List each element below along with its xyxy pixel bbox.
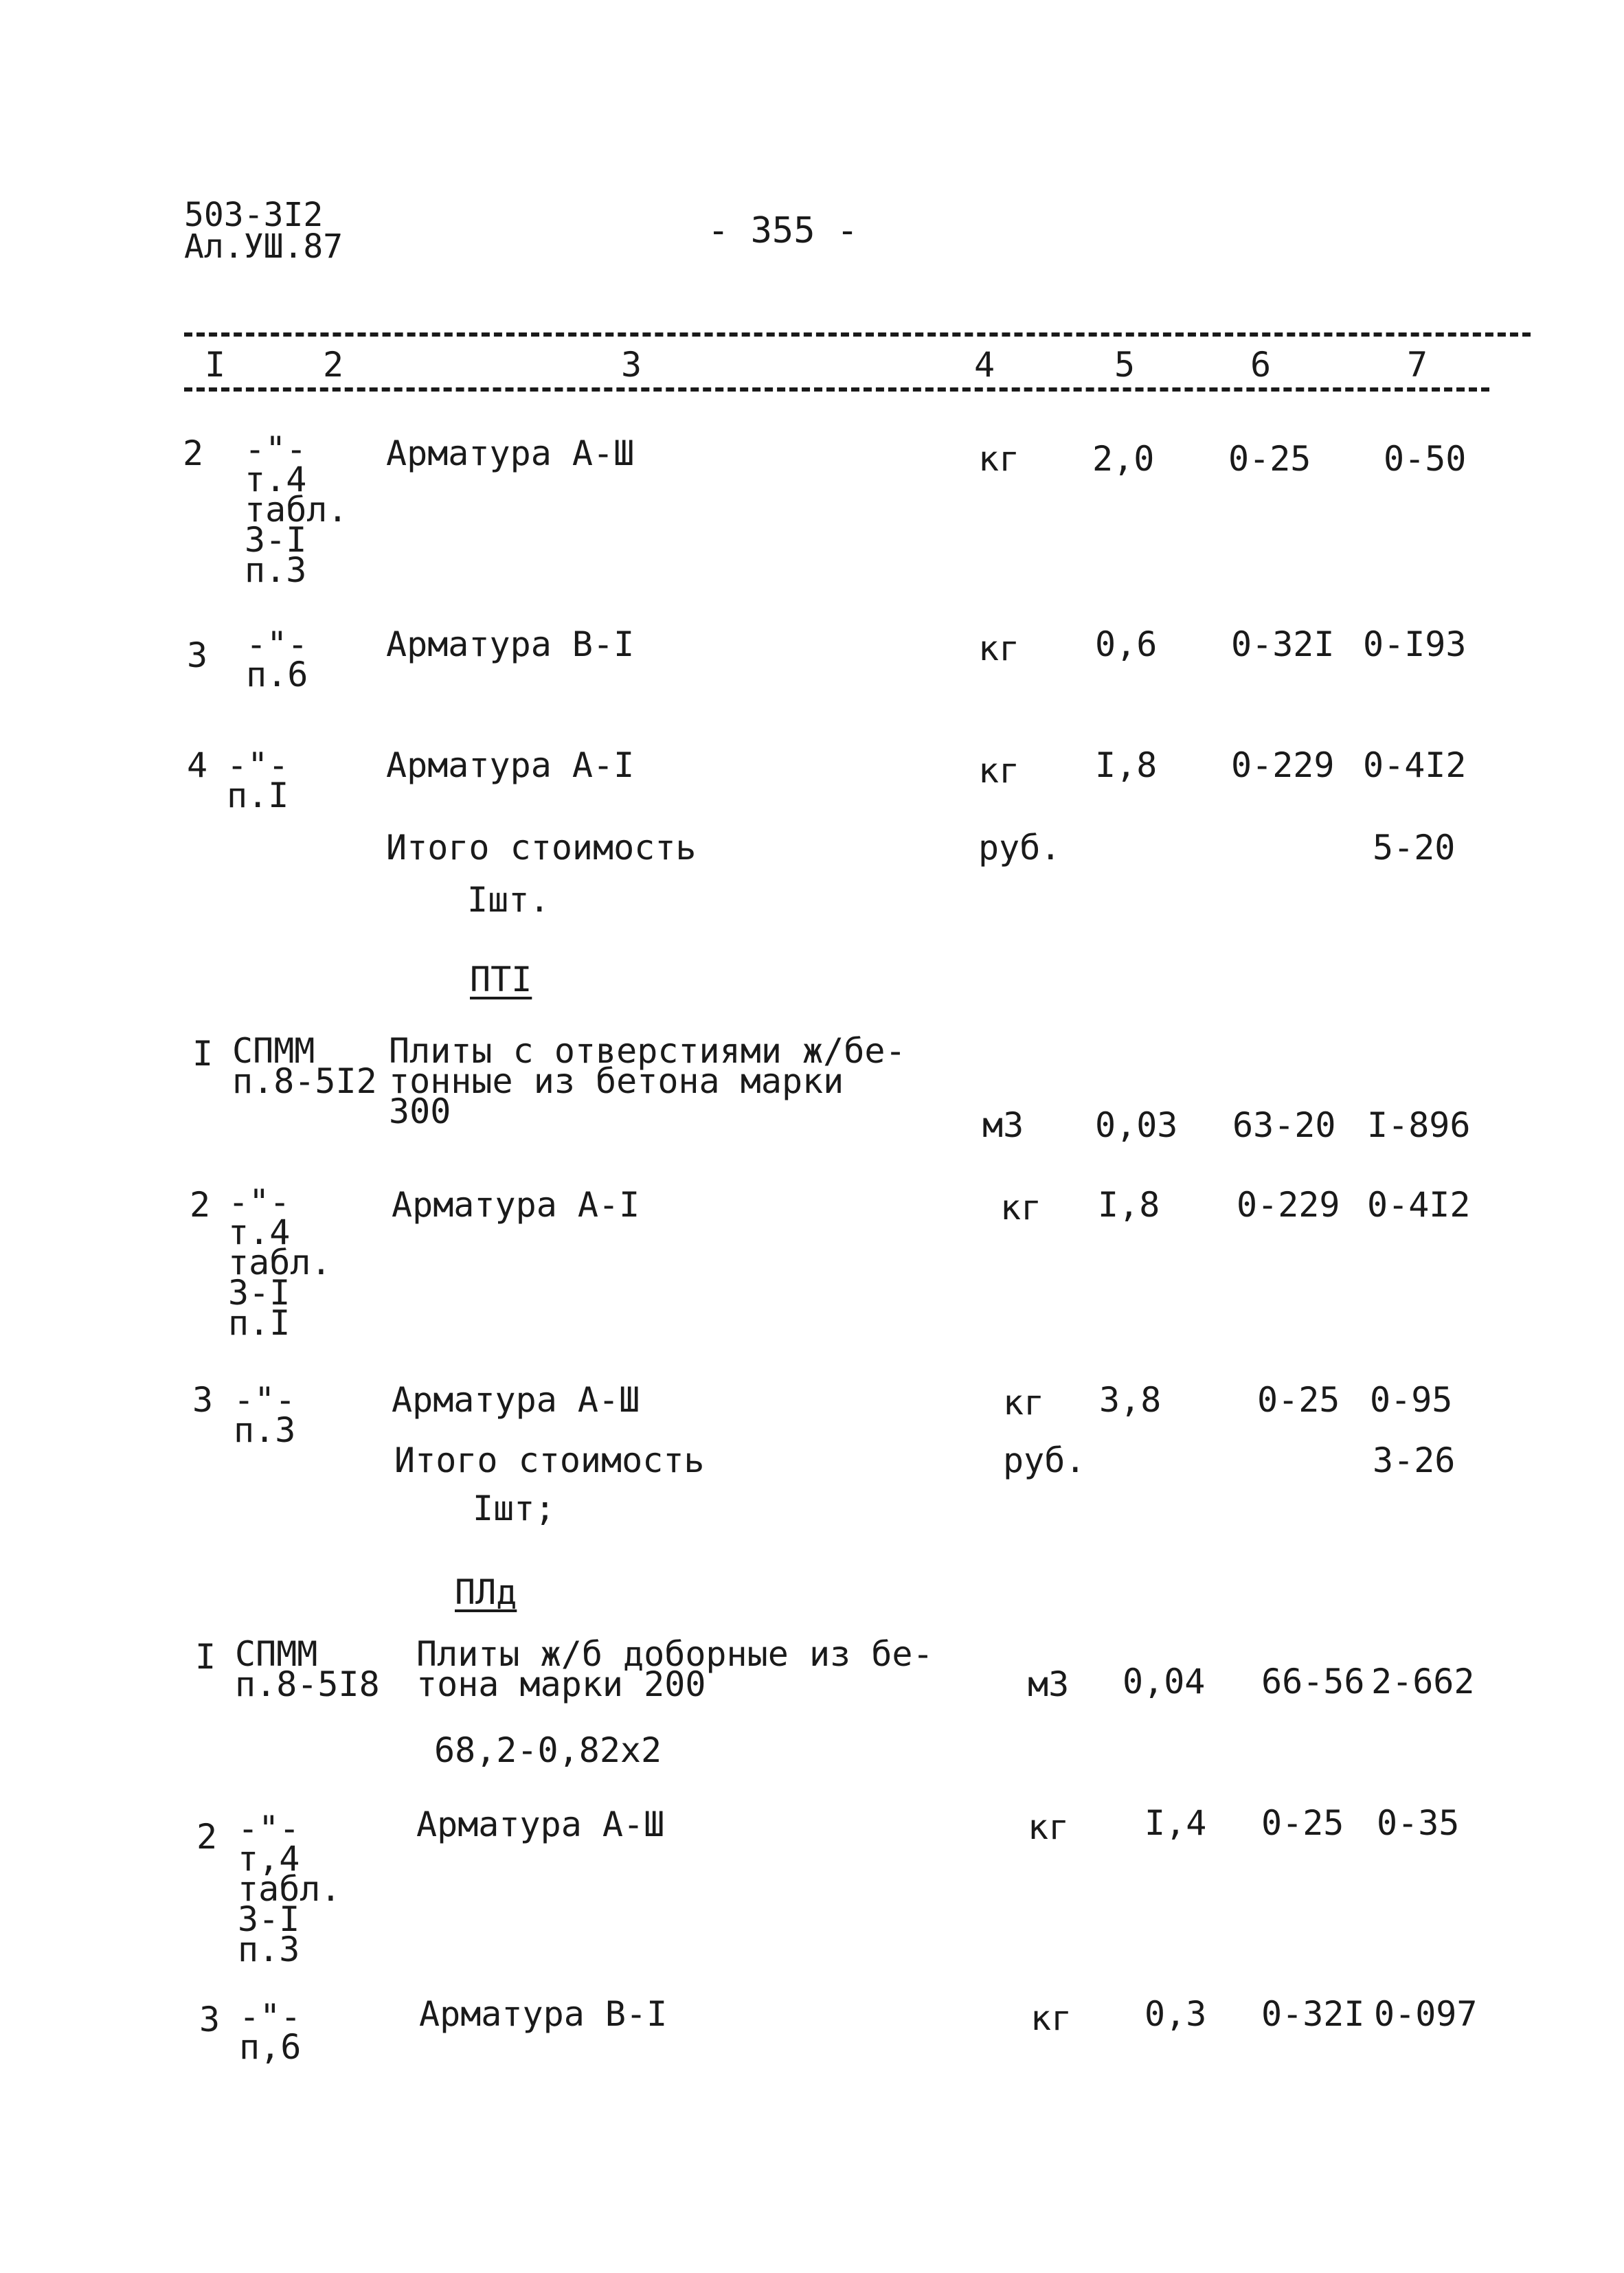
row-unit: кг [978, 629, 1020, 668]
row-name: Арматура В-I [386, 624, 635, 664]
header-top-rule [184, 332, 1531, 337]
row-price: 0-229 [1231, 745, 1335, 785]
row-unit: м3 [982, 1105, 1024, 1145]
row-total: 0-097 [1374, 1994, 1478, 2034]
row-name: Плиты ж/б доборные из бе- тона марки 200 [416, 1634, 934, 1704]
column-header-7: 7 [1407, 345, 1428, 385]
row-price: 66-56 [1261, 1662, 1365, 1701]
column-header-5: 5 [1114, 345, 1136, 385]
row-name: Арматура А-Ш [416, 1805, 665, 1844]
total-label: Итого стоимость [386, 828, 697, 868]
column-header-4: 4 [974, 345, 995, 385]
row-number: 4 [187, 745, 208, 785]
row-number: 3 [187, 635, 208, 675]
row-number: I [192, 1034, 214, 1074]
row-number: 2 [190, 1185, 211, 1225]
row-reference: -"- п.I [227, 745, 289, 815]
row-reference: СПММ п.8-5I2 [232, 1031, 377, 1101]
row-name: Арматура В-I [419, 1994, 668, 2034]
row-total: 0-4I2 [1363, 745, 1467, 785]
row-reference: СПММ п.8-5I8 [235, 1634, 380, 1704]
column-header-2: 2 [323, 345, 344, 385]
row-price: 63-20 [1232, 1105, 1336, 1145]
row-total: 2-662 [1371, 1662, 1475, 1701]
row-price: 0-25 [1261, 1803, 1344, 1843]
row-reference: -"- п.3 [234, 1380, 296, 1450]
row-quantity: 0,6 [1095, 624, 1158, 664]
document-code-line-1: 503-3I2 [184, 196, 324, 234]
row-unit: кг [978, 751, 1020, 791]
row-name: Арматура А-Ш [392, 1380, 640, 1420]
row-unit: м3 [1028, 1664, 1070, 1704]
section-title: ПЛд [455, 1572, 517, 1612]
row-total: I-896 [1367, 1105, 1471, 1145]
row-price: 0-32I [1231, 624, 1335, 664]
row-unit: кг [1030, 1998, 1072, 2038]
row-number: I [195, 1637, 216, 1677]
row-reference: -"- п,6 [239, 1997, 302, 2067]
row-price: 0-25 [1257, 1380, 1340, 1420]
row-quantity: 2,0 [1092, 439, 1155, 479]
row-number: 3 [192, 1380, 214, 1420]
row-number: 3 [199, 2000, 221, 2039]
row-price: 0-25 [1228, 439, 1311, 479]
total-label: Итого стоимость [394, 1440, 705, 1480]
row-reference: -"- п.6 [246, 624, 308, 694]
total-unit: руб. [1003, 1440, 1086, 1480]
row-name: Арматура А-I [392, 1185, 640, 1225]
row-unit: кг [978, 439, 1020, 479]
column-header-1: I [205, 345, 226, 385]
row-total: 0-4I2 [1367, 1185, 1471, 1225]
row-total: 0-I93 [1363, 624, 1467, 664]
row-unit: кг [1028, 1807, 1070, 1847]
column-header-6: 6 [1250, 345, 1272, 385]
total-sub-label: Iшт. [467, 880, 550, 920]
row-quantity: 0,3 [1144, 1994, 1207, 2034]
row-number: 2 [183, 433, 204, 473]
row-unit: кг [1003, 1383, 1045, 1423]
row-name: Плиты с отверстиями ж/бе- тонные из бетона марки 300 [389, 1031, 906, 1131]
row-price: 0-32I [1261, 1994, 1365, 2034]
row-total: 0-50 [1384, 439, 1467, 479]
row-quantity: 0,04 [1123, 1662, 1206, 1701]
document-code-line-2: Ал.УШ.87 [184, 227, 343, 266]
row-name: Арматура А-I [386, 745, 635, 785]
total-value: 5-20 [1373, 828, 1456, 868]
row-reference: -"- т.4 табл. 3-I п.I [228, 1182, 332, 1343]
page-number: - 355 - [708, 210, 859, 251]
total-sub-label: Iшт; [473, 1489, 556, 1528]
section-title: ПТI [470, 960, 532, 999]
document-code [184, 196, 343, 266]
total-value: 3-26 [1373, 1440, 1456, 1480]
row-quantity: I,8 [1098, 1185, 1160, 1225]
row-name: Арматура А-Ш [386, 433, 635, 473]
row-price: 0-229 [1237, 1185, 1340, 1225]
header-bottom-rule [184, 387, 1489, 392]
column-header-3: 3 [621, 345, 642, 385]
row-unit: кг [1000, 1188, 1042, 1228]
row-reference: -"- т.4 табл. 3-I п.3 [245, 429, 348, 590]
row-note: 68,2-0,82х2 [434, 1730, 662, 1770]
row-reference: -"- т,4 табл. 3-I п.3 [238, 1809, 341, 1969]
total-unit: руб. [978, 828, 1061, 868]
row-quantity: I,4 [1144, 1803, 1207, 1843]
row-total: 0-35 [1377, 1803, 1460, 1843]
row-total: 0-95 [1370, 1380, 1453, 1420]
row-quantity: I,8 [1095, 745, 1158, 785]
row-quantity: 0,03 [1095, 1105, 1178, 1145]
row-quantity: 3,8 [1099, 1380, 1162, 1420]
row-number: 2 [196, 1817, 218, 1857]
